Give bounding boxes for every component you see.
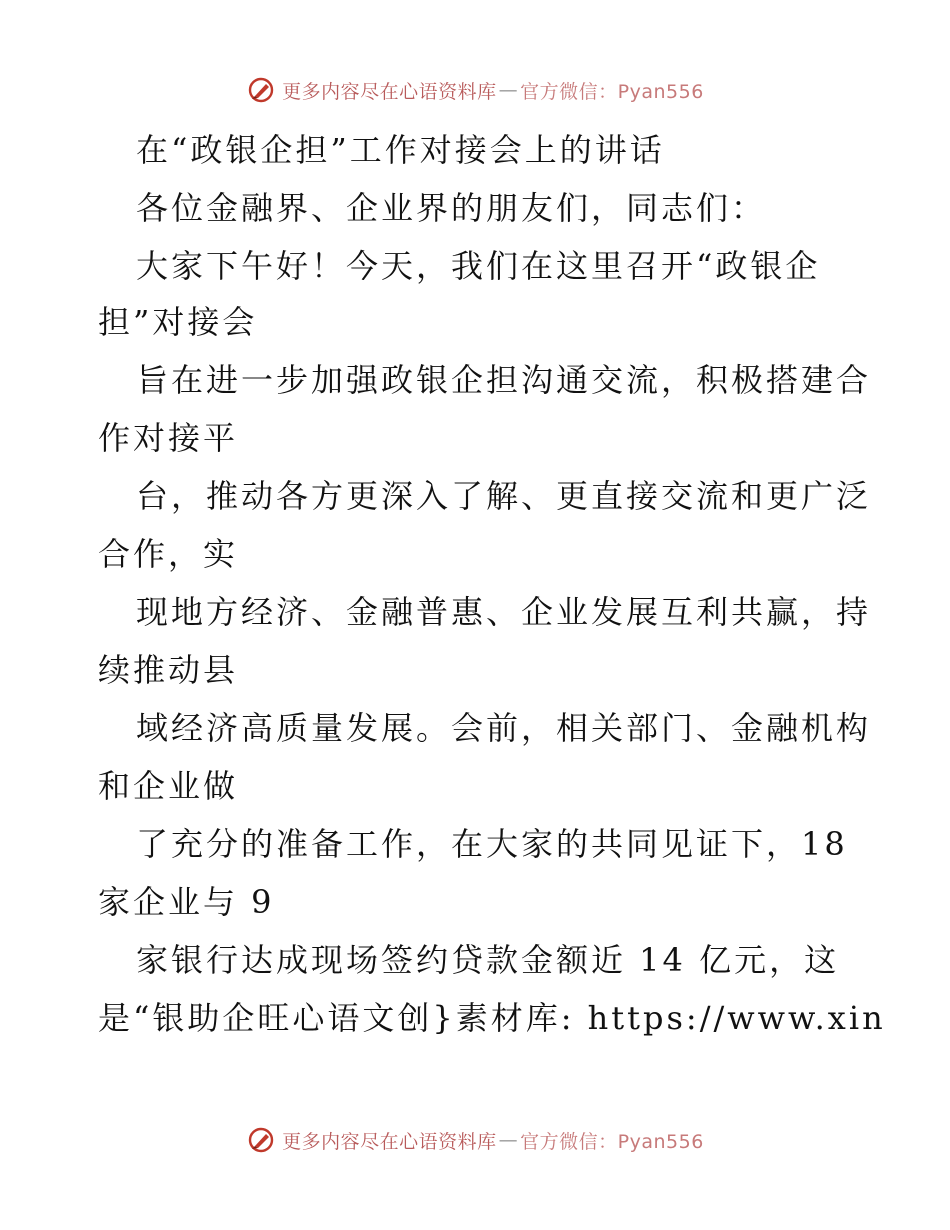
banner-text: 更多内容尽在心语资料库 (282, 80, 497, 103)
paragraph-line: 现地方经济、金融普惠、企业发展互利共赢，持 (136, 593, 872, 631)
paragraph-line: 续推动县 (98, 651, 239, 689)
paragraph-line: 台，推动各方更深入了解、更直接交流和更广泛 (136, 477, 872, 515)
paragraph-line: 是“银助企旺心语文创}素材库: https://www.xin (98, 999, 886, 1037)
paragraph-line: 作对接平 (98, 419, 239, 457)
paragraph-line: 担”对接会 (98, 303, 258, 341)
banner-wechat: 官方微信：Pyan556 (520, 80, 704, 103)
pen-circle-logo-icon (246, 1125, 276, 1155)
header-banner (0, 72, 950, 108)
banner-separator: — (498, 79, 519, 101)
banner-text: 更多内容尽在心语资料库 (282, 1130, 497, 1153)
banner-wechat: 官方微信：Pyan556 (520, 1130, 704, 1153)
paragraph-line: 大家下午好！今天，我们在这里召开“政银企 (136, 247, 821, 285)
paragraph-line: 域经济高质量发展。会前，相关部门、金融机构 (136, 709, 872, 747)
paragraph-line: 家企业与 9 (98, 883, 275, 921)
banner-separator: — (498, 1129, 519, 1151)
pen-circle-logo-icon (246, 75, 276, 105)
paragraph-line: 家银行达成现场签约贷款金额近 14 亿元，这 (136, 941, 840, 979)
paragraph-line: 旨在进一步加强政银企担沟通交流，积极搭建合 (136, 361, 872, 399)
paragraph-line: 了充分的准备工作，在大家的共同见证下，18 (136, 825, 848, 863)
salutation: 各位金融界、企业界的朋友们，同志们： (136, 189, 767, 227)
paragraph-line: 合作，实 (98, 535, 239, 573)
paragraph-line: 和企业做 (98, 767, 239, 805)
document-title: 在“政银企担”工作对接会上的讲话 (136, 131, 665, 169)
footer-banner (0, 1122, 950, 1158)
